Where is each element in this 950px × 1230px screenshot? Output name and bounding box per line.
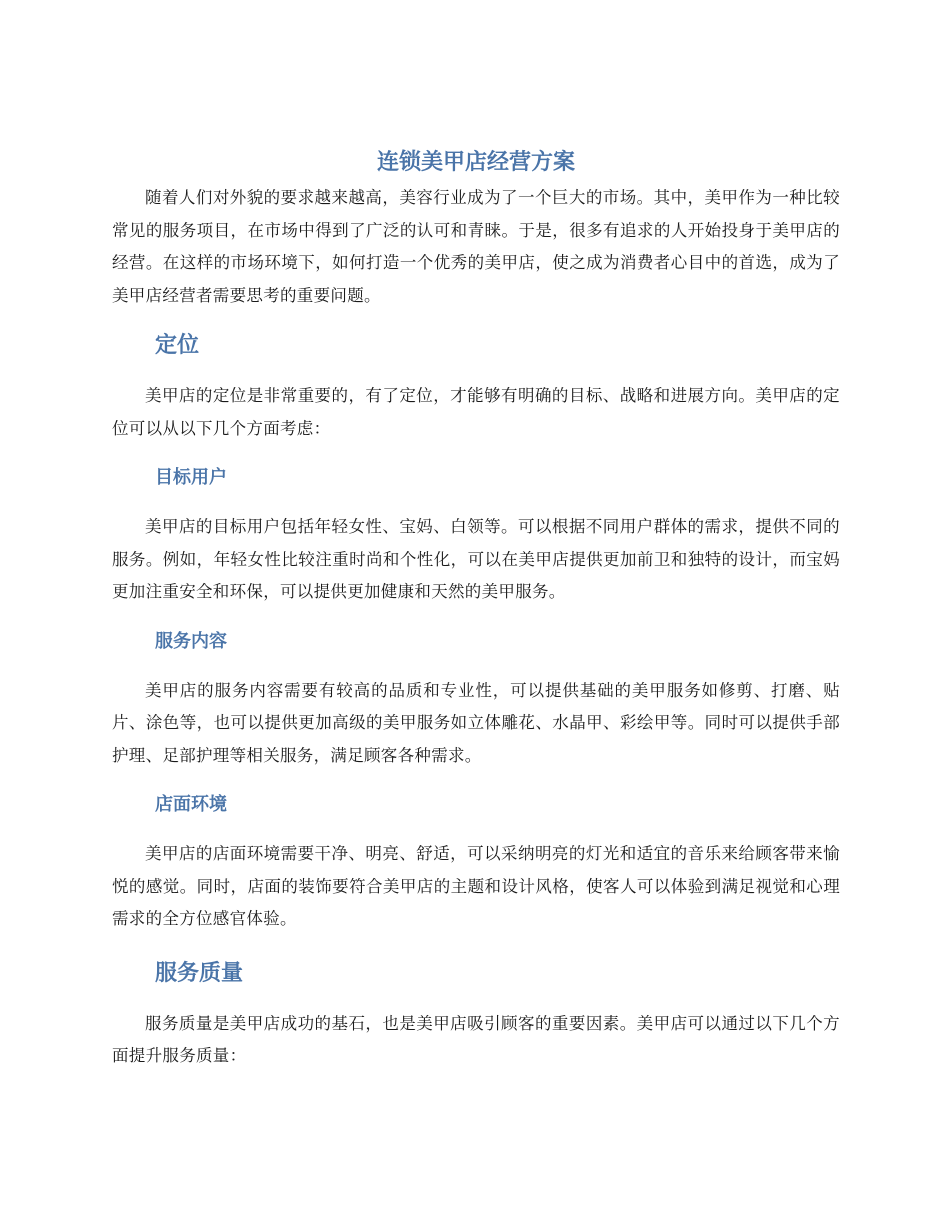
section-heading-positioning: 定位 [155,333,200,358]
service-quality-paragraph: 服务质量是美甲店成功的基石，也是美甲店吸引顾客的重要因素。美甲店可以通过以下几个方面提升服务质量： [112,1013,840,1065]
store-environment-paragraph: 美甲店的店面环境需要干净、明亮、舒适，可以采纳明亮的灯光和适宜的音乐来给顾客带来愉悦的感觉。同时，店面的装饰要符合美甲店的主题和设计风格，使客人可以体验到满足视觉和心理需求的全方位感官体验。 [112,844,840,928]
subsection-heading-target-users: 目标用户 [155,467,227,488]
subsection-heading-store-environment: 店面环境 [155,794,227,815]
document-content [112,146,840,1073]
section-heading-service-quality: 服务质量 [155,960,244,986]
positioning-paragraph: 美甲店的定位是非常重要的，有了定位，才能够有明确的目标、战略和进展方向。美甲店的定位可以从以下几个方面考虑： [112,386,840,438]
target-users-paragraph: 美甲店的目标用户包括年轻女性、宝妈、白领等。可以根据不同用户群体的需求，提供不同的服务。例如，年轻女性比较注重时尚和个性化，可以在美甲店提供更加前卫和独特的设计，而宝妈更加注重安全和环保，可以提供更加健康和天然的美甲服务。 [112,517,840,601]
intro-paragraph: 随着人们对外貌的要求越来越高，美容行业成为了一个巨大的市场。其中，美甲作为一种比较常见的服务项目，在市场中得到了广泛的认可和青睐。于是，很多有追求的人开始投身于美甲店的经营。在这样的市场环境下，如何打造一个优秀的美甲店，使之成为消费者心目中的首选，成为了美甲店经营者需要思考的重要问题。 [112,188,840,305]
service-content-paragraph: 美甲店的服务内容需要有较高的品质和专业性，可以提供基础的美甲服务如修剪、打磨、贴片、涂色等，也可以提供更加高级的美甲服务如立体雕花、水晶甲、彩绘甲等。同时可以提供手部护理、足部护理等相关服务，满足顾客各种需求。 [112,680,840,765]
document-title: 连锁美甲店经营方案 [376,150,575,175]
subsection-heading-service-content: 服务内容 [155,630,227,652]
